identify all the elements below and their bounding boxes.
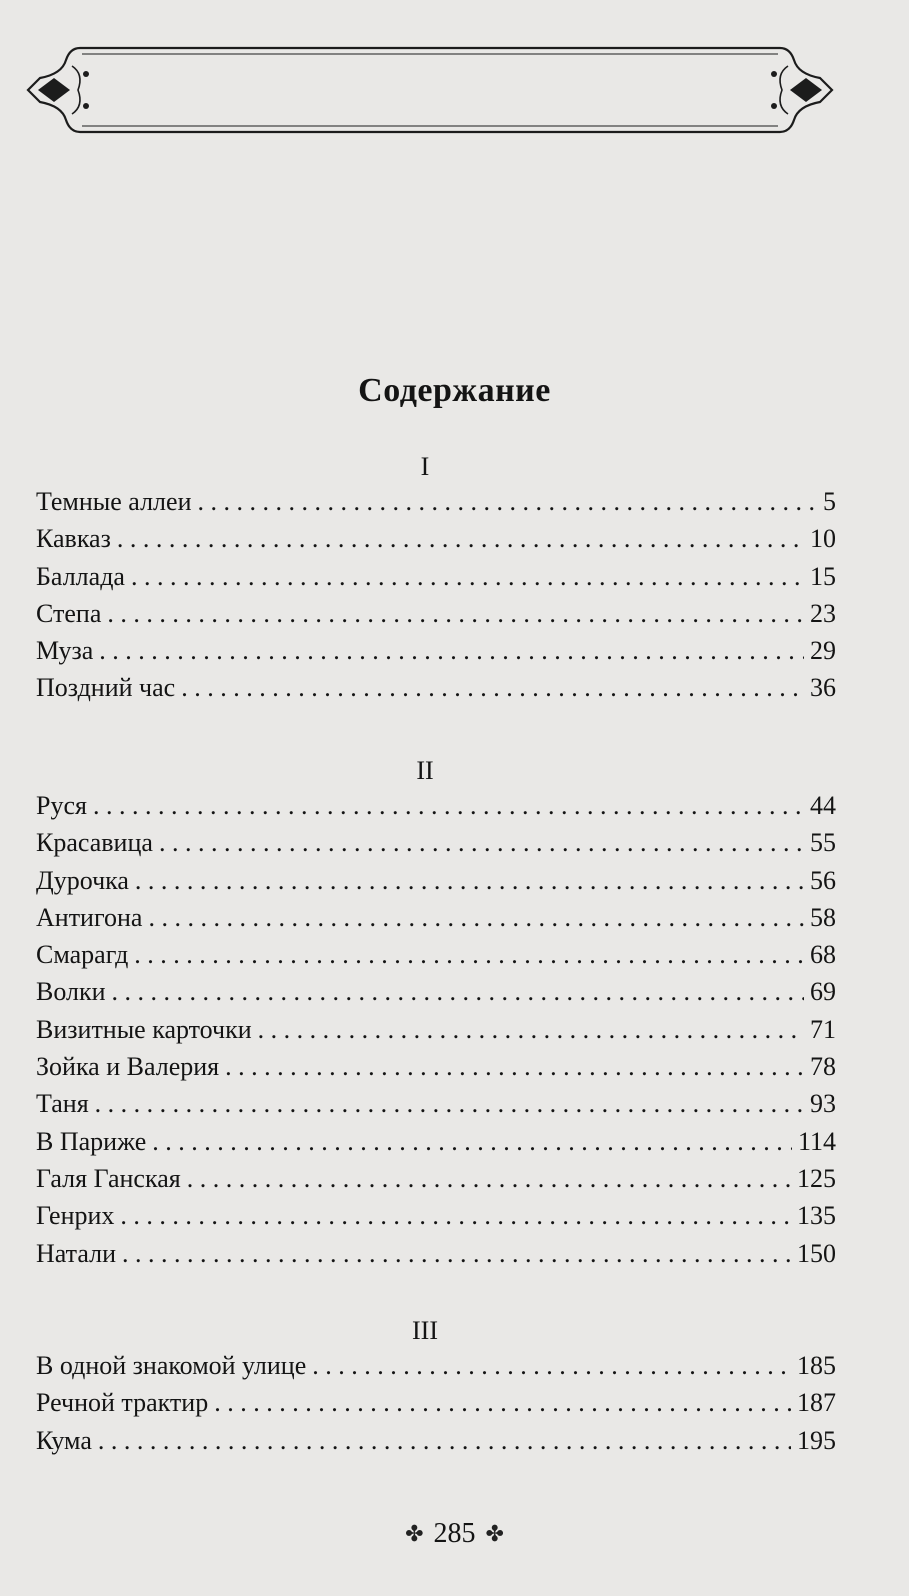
leader-dots	[159, 828, 804, 858]
toc-entry-title: Натали	[36, 1238, 116, 1268]
toc-entry[interactable]	[36, 828, 836, 865]
toc-entry[interactable]	[36, 1089, 836, 1126]
toc-entry-title: Волки	[36, 977, 106, 1007]
leader-dots	[117, 524, 804, 554]
toc-entry-title: Дурочка	[36, 865, 129, 895]
toc-entry[interactable]	[36, 977, 836, 1014]
leader-dots	[152, 1127, 792, 1157]
page-number-footer	[0, 1518, 909, 1550]
toc-entry-page: 68	[810, 940, 836, 970]
toc-entry-page: 23	[810, 598, 836, 628]
toc-entry-title: Красавица	[36, 828, 153, 858]
leader-dots	[148, 903, 804, 933]
toc-list-section-2	[36, 791, 836, 1276]
toc-entry-page: 55	[810, 828, 836, 858]
toc-entry-page: 44	[810, 791, 836, 820]
leader-dots	[99, 636, 804, 666]
leader-dots	[98, 1426, 791, 1456]
leader-dots	[131, 562, 804, 592]
ornamental-header-frame	[20, 44, 840, 136]
toc-entry-title: В Париже	[36, 1126, 147, 1156]
toc-entry[interactable]	[36, 1239, 836, 1276]
toc-entry-title: Генрих	[36, 1201, 115, 1231]
toc-entry[interactable]	[36, 1127, 836, 1164]
toc-entry-page: 125	[797, 1163, 836, 1193]
toc-entry-title: Кавказ	[36, 524, 111, 554]
toc-entry[interactable]	[36, 1052, 836, 1089]
toc-entry[interactable]	[36, 524, 836, 561]
toc-entry-title: Поздний час	[36, 673, 176, 703]
toc-entry-page: 150	[797, 1238, 836, 1268]
toc-entry-title: Смарагд	[36, 940, 129, 970]
toc-entry-page: 15	[810, 561, 836, 591]
section-number: I	[420, 452, 430, 481]
toc-entry[interactable]	[36, 903, 836, 940]
leader-dots	[134, 940, 804, 970]
toc-entry-title: Темные аллеи	[36, 487, 192, 516]
leader-dots	[214, 1388, 791, 1418]
page-title: Содержание	[358, 372, 551, 409]
toc-entry-page: 36	[810, 673, 836, 703]
toc-list-section-1	[36, 487, 836, 711]
toc-entry[interactable]	[36, 487, 836, 524]
leader-dots	[312, 1351, 791, 1381]
toc-entry-title: Руся	[36, 791, 87, 820]
leader-dots	[107, 599, 804, 629]
toc-entry[interactable]	[36, 1164, 836, 1201]
toc-entry-page: 135	[797, 1201, 836, 1231]
toc-entry[interactable]	[36, 562, 836, 599]
section-number: II	[416, 756, 434, 785]
toc-entry-title: Визитные карточки	[36, 1014, 252, 1044]
toc-entry-page: 56	[810, 865, 836, 895]
toc-entry[interactable]	[36, 866, 836, 903]
leader-dots	[187, 1164, 791, 1194]
toc-entry-page: 10	[810, 524, 836, 554]
toc-entry[interactable]	[36, 791, 836, 828]
leader-dots	[120, 1201, 791, 1231]
toc-entry[interactable]	[36, 673, 836, 710]
toc-entry-title: Антигона	[36, 902, 143, 932]
toc-entry-title: В одной знакомой улице	[36, 1351, 307, 1380]
toc-entry-page: 114	[797, 1126, 836, 1156]
toc-entry-page: 5	[823, 487, 836, 516]
leader-dots	[135, 866, 804, 896]
toc-entry-title: Баллада	[36, 561, 125, 591]
toc-entry[interactable]	[36, 1351, 836, 1388]
toc-entry-page: 93	[810, 1089, 836, 1119]
toc-entry[interactable]	[36, 636, 836, 673]
toc-entry[interactable]	[36, 940, 836, 977]
leader-dots	[181, 673, 804, 703]
toc-entry-title: Кума	[36, 1425, 92, 1455]
toc-entry-page: 71	[810, 1014, 836, 1044]
toc-entry-page: 29	[810, 636, 836, 666]
leader-dots	[93, 791, 804, 821]
toc-entry-title: Галя Ганская	[36, 1163, 181, 1193]
toc-entry[interactable]	[36, 1388, 836, 1425]
toc-entry-page: 187	[797, 1388, 836, 1418]
ornament-left-icon: ✤	[405, 1521, 424, 1546]
toc-entry-title: Степа	[36, 598, 102, 628]
toc-entry-title: Зойка и Валерия	[36, 1052, 220, 1082]
leader-dots	[112, 977, 804, 1007]
toc-entry-title: Таня	[36, 1089, 89, 1119]
toc-entry-page: 195	[797, 1425, 836, 1455]
toc-entry-page: 185	[797, 1351, 836, 1380]
toc-entry-title: Речной трактир	[36, 1388, 209, 1418]
toc-entry-page: 78	[810, 1052, 836, 1082]
section-number: III	[412, 1316, 438, 1345]
toc-entry-page: 69	[810, 977, 836, 1007]
toc-entry[interactable]	[36, 1015, 836, 1052]
leader-dots	[122, 1239, 791, 1269]
toc-entry[interactable]	[36, 1426, 836, 1463]
leader-dots	[197, 487, 817, 517]
toc-entry-title: Муза	[36, 636, 94, 666]
leader-dots	[225, 1052, 804, 1082]
leader-dots	[95, 1089, 804, 1119]
leader-dots	[258, 1015, 804, 1045]
page-number: 285	[433, 1518, 476, 1549]
toc-entry-page: 58	[810, 902, 836, 932]
toc-list-section-3	[36, 1351, 836, 1463]
ornament-right-icon: ✤	[485, 1521, 504, 1546]
toc-entry[interactable]	[36, 1201, 836, 1238]
toc-entry[interactable]	[36, 599, 836, 636]
